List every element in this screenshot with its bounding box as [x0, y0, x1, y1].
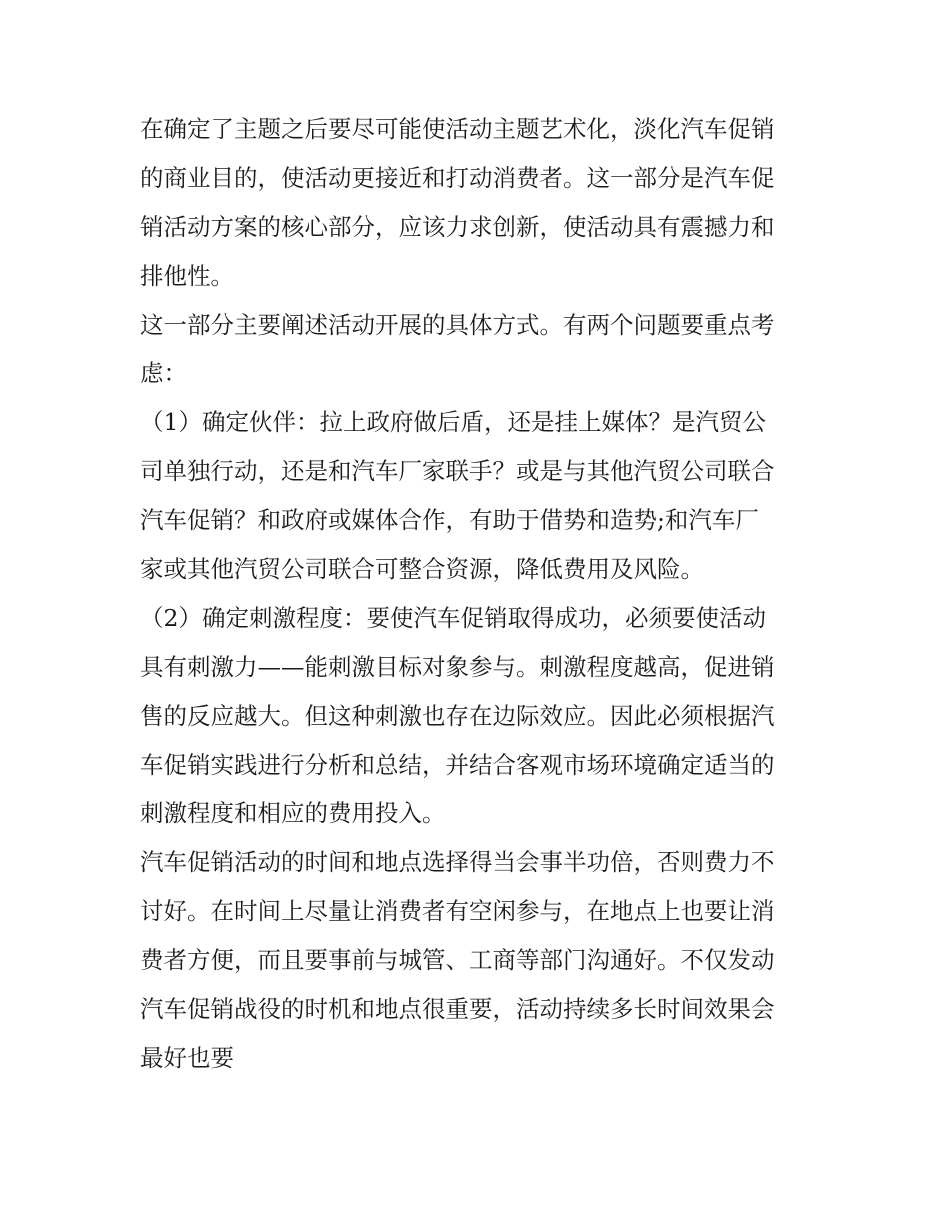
text-line: 车促销实践进行分析和总结，并结合客观市场环境确定适当的 [140, 750, 775, 779]
document-body [140, 105, 820, 1083]
text-line: 的商业目的，使活动更接近和打动消费者。这一部分是汽车促 [140, 163, 775, 192]
text-line: 在确定了主题之后要尽可能使活动主题艺术化，淡化汽车促销 [140, 115, 775, 143]
text-line: 销活动方案的核心部分，应该力求创新，使活动具有震撼力和 [140, 212, 775, 241]
text-line: 汽车促销活动的时间和地点选择得当会事半功倍，否则费力不 [140, 848, 775, 877]
text-line: 汽车促销？和政府或媒体合作，有助于借势和造势;和汽车厂 [140, 506, 759, 535]
text-line: 这一部分主要阐述活动开展的具体方式。有两个问题要重点考 [140, 310, 775, 339]
text-line: 司单独行动，还是和汽车厂家联手？或是与其他汽贸公司联合 [140, 457, 775, 486]
text-line: 刺激程度和相应的费用投入。 [140, 799, 446, 828]
text-line: （1）确定伙伴：拉上政府做后盾，还是挂上媒体？是汽贸公 [140, 408, 766, 437]
text-line: 具有刺激力——能刺激目标对象参与。刺激程度越高，促进销 [140, 652, 775, 681]
text-line: （2）确定刺激程度：要使汽车促销取得成功，必须要使活动 [140, 603, 766, 632]
text-line: 费者方便，而且要事前与城管、工商等部门沟通好。不仅发动 [140, 946, 775, 975]
text-line: 虑： [140, 359, 187, 388]
text-line: 售的反应越大。但这种刺激也存在边际效应。因此必须根据汽 [140, 701, 775, 730]
text-line: 汽车促销战役的时机和地点很重要，活动持续多长时间效果会 [140, 995, 775, 1024]
text-line: 讨好。在时间上尽量让消费者有空闲参与，在地点上也要让消 [140, 897, 775, 926]
text-line: 排他性。 [140, 261, 234, 290]
text-line: 家或其他汽贸公司联合可整合资源，降低费用及风险。 [140, 555, 704, 584]
text-line: 最好也要 [140, 1043, 234, 1072]
